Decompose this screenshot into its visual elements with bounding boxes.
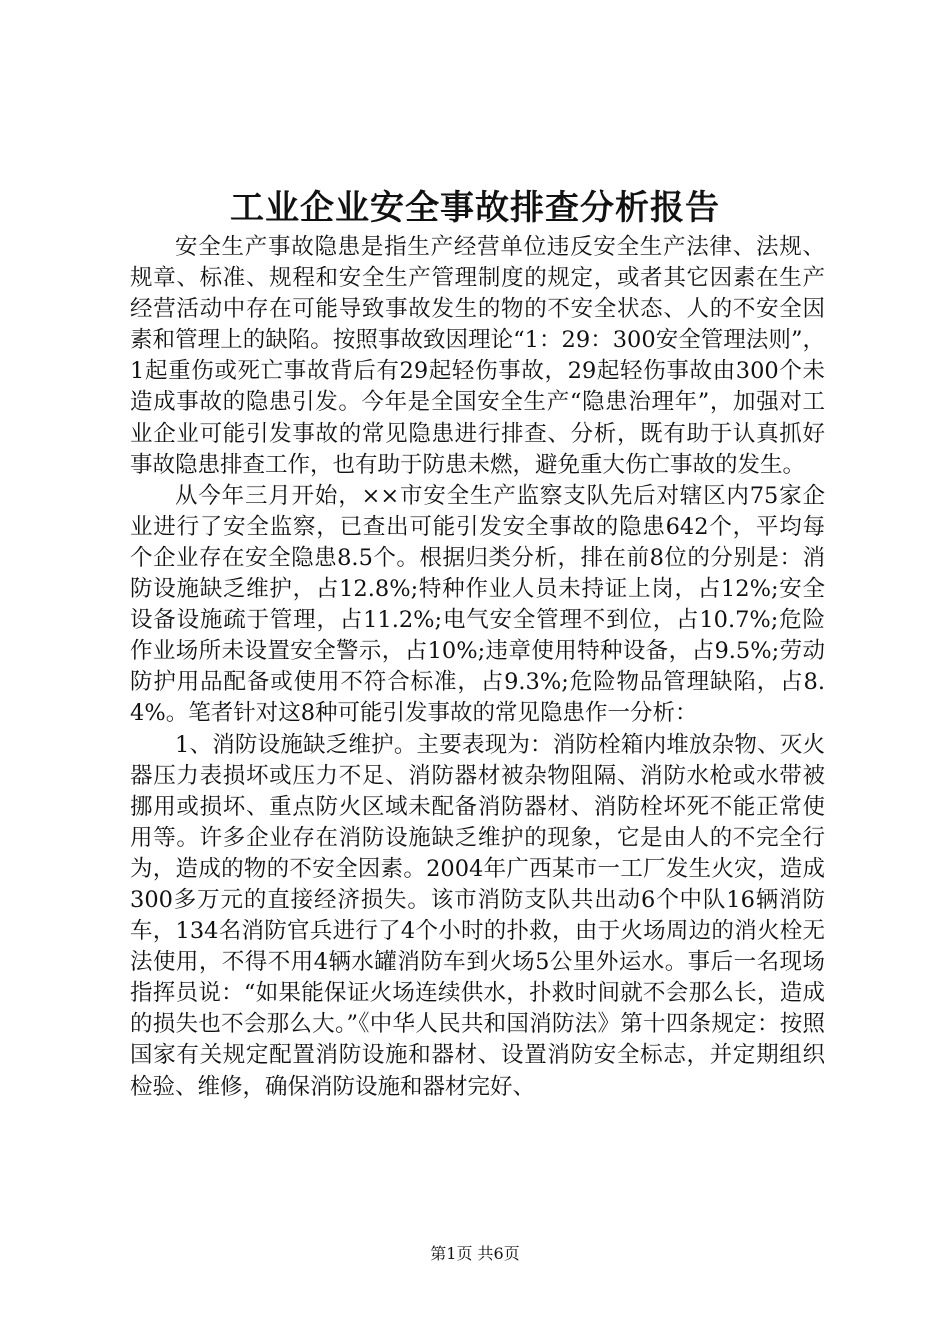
document-title: 工业企业安全事故排查分析报告 [230,188,720,228]
paragraph-statistics: 从今年三月开始，××市安全生产监察支队先后对辖区内75家企业进行了安全监察，已查出可能引发安全事故的隐患642个，平均每个企业存在安全隐患8.5个。根据归类分析，排在前8位的分别是：消防设施缺乏维护，占12.8%;特种作业人员未持证上岗，占12%;安全设备设施疏于管理，占11.2%;电气安全管理不到位，占10.7%;危险作业场所未设置安全警示，占10%;违章使用特种设备，占9.5%;劳动防护用品配备或使用不符合标准，占9.3%;危险物品管理缺陷，占8.4%。笔者针对这8种可能引发事故的常见隐患作一分析： [130,482,825,727]
paragraph-fire-facilities: 1、消防设施缺乏维护。主要表现为：消防栓箱内堆放杂物、灭火器压力表损坏或压力不足、消防器材被杂物阻隔、消防水枪或水带被挪用或损坏、重点防火区域未配备消防器材、消防栓坏死不能正常使用等。许多企业存在消防设施缺乏维护的现象，它是由人的不完全行为，造成的物的不安全因素。2004年广西某市一工厂发生火灾，造成300多万元的直接经济损失。该市消防支队共出动6个中队16辆消防车，134名消防官兵进行了4个小时的扑救，由于火场周边的消火栓无法使用，不得不用4辆水罐消防车到火场5公里外运水。事后一名现场指挥员说：“如果能保证火场连续供水，扑救时间就不会那么长，造成的损失也不会那么大。”《中华人民共和国消防法》第十四条规定：按照国家有关规定配置消防设施和器材、设置消防安全标志，并定期组织检验、维修，确保消防设施和器材完好、 [130,731,825,1100]
document-body [130,232,825,1103]
paragraph-intro: 安全生产事故隐患是指生产经营单位违反安全生产法律、法规、规章、标准、规程和安全生产管理制度的规定，或者其它因素在生产经营活动中存在可能导致事故发生的物的不安全状态、人的不安全因素和管理上的缺陷。按照事故致因理论“1：29：300安全管理法则”，1起重伤或死亡事故背后有29起轻伤事故，29起轻伤事故由300个未造成事故的隐患引发。今年是全国安全生产“隐患治理年”，加强对工业企业可能引发事故的常见隐患进行排查、分析，既有助于认真抓好事故隐患排查工作，也有助于防患未燃，避免重大伤亡事故的发生。 [130,234,825,478]
page-footer: 第1页 共6页 [430,1244,520,1263]
